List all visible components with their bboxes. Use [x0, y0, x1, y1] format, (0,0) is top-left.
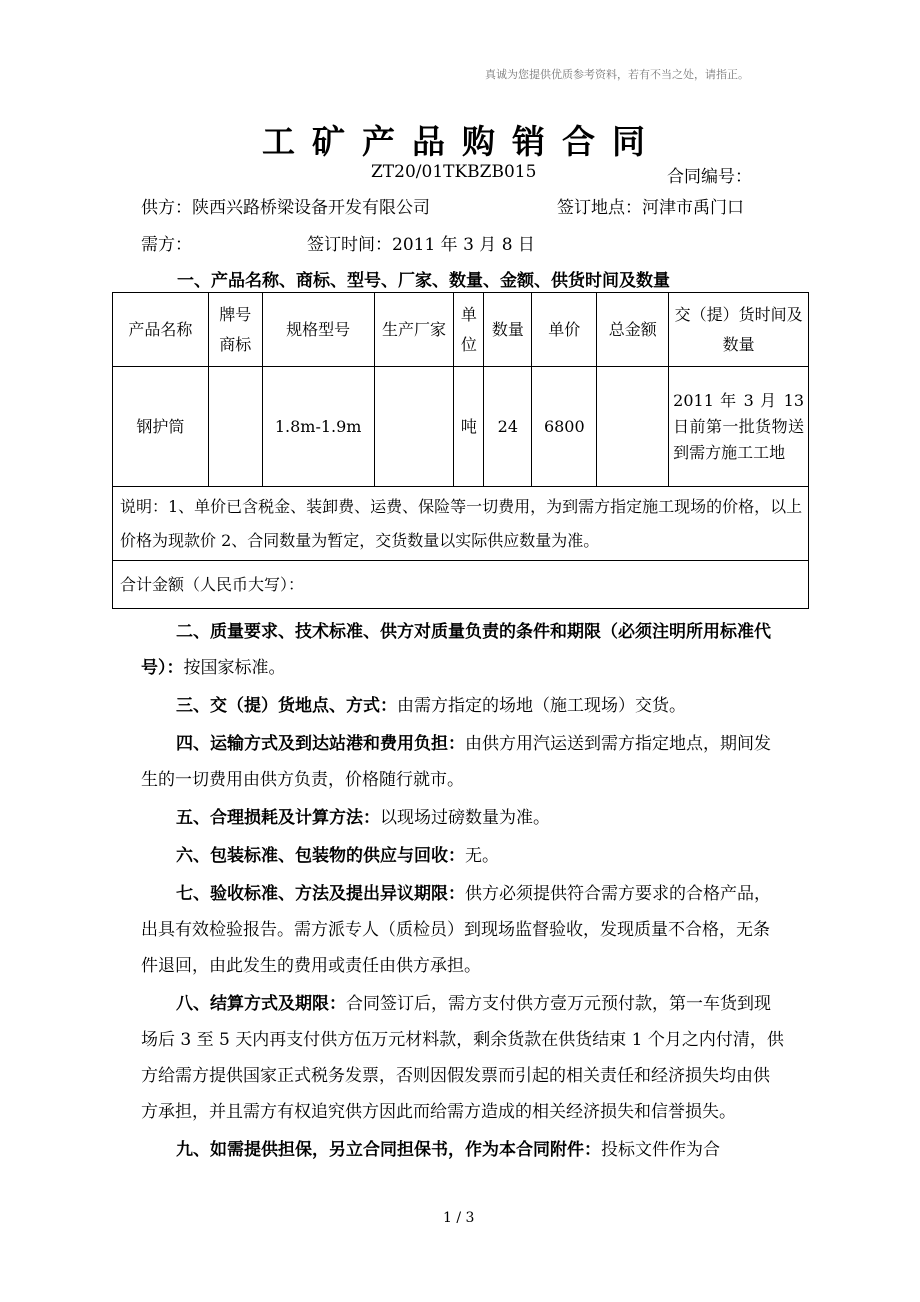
clause-title: 七、验收标准、方法及提出异议期限：: [176, 884, 465, 904]
clause-text: 供方必须提供符合需方要求的合格产品，出具有效检验报告。需方派专人（质检员）到现场监督验收，发现质量不合格，无条件退回，由此发生的费用或责任由供方承担。: [141, 884, 771, 976]
clause-text: 按国家标准。: [183, 658, 286, 678]
clause: [141, 614, 784, 686]
clause-title: 六、包装标准、包装物的供应与回收：: [176, 846, 465, 866]
clause-text: 以现场过磅数量为准。: [380, 808, 550, 828]
header-cell: 牌号商标: [208, 293, 262, 367]
price-cell: 6800: [532, 367, 597, 487]
page-number: 1 / 3: [443, 1210, 475, 1226]
header-note: 真诚为您提供优质参考资料，若有不当之处，请指正。: [485, 68, 749, 81]
quantity-cell: 24: [484, 367, 532, 487]
clause: [141, 688, 784, 724]
clause-title: 五、合理损耗及计算方法：: [176, 808, 380, 828]
total-amount-label: 合计金额（人民币大写）：: [113, 561, 809, 609]
clause-text: 由需方指定的场地（施工现场）交货。: [397, 696, 686, 716]
clause-title: 九、如需提供担保，另立合同担保书，作为本合同附件：: [176, 1140, 601, 1160]
sign-place: 签订地点：河津市禹门口: [557, 198, 744, 218]
spec-cell: 1.8m-1.9m: [262, 367, 374, 487]
clause: [141, 726, 784, 798]
buyer-line: 需方：: [141, 235, 192, 255]
clause-text: 投标文件作为合: [601, 1140, 720, 1160]
contract-no-label: 合同编号：: [667, 167, 752, 187]
clause: [141, 838, 784, 874]
clause-text: 无。: [465, 846, 499, 866]
table-header-row: [113, 293, 809, 367]
clause: [141, 800, 784, 836]
product-name-cell: 钢护筒: [113, 367, 209, 487]
contract-body: [141, 614, 784, 1170]
brand-cell: [208, 367, 262, 487]
table-note: 说明：1、单价已含税金、装卸费、运费、保险等一切费用，为到需方指定施工现场的价格，以上价格为现款价 2、合同数量为暂定，交货数量以实际供应数量为准。: [113, 487, 809, 561]
unit-cell: 吨: [454, 367, 484, 487]
total-row: [113, 561, 809, 609]
clause-title: 三、交（提）货地点、方式：: [176, 696, 397, 716]
product-table: [112, 292, 809, 609]
header-cell: 生产厂家: [374, 293, 454, 367]
section-1-title: 一、产品名称、商标、型号、厂家、数量、金额、供货时间及数量: [177, 271, 670, 291]
document-title: 工矿产品购销合同: [262, 122, 662, 161]
header-cell: 规格型号: [262, 293, 374, 367]
contract-code: ZT20/01TKBZB015: [371, 162, 537, 182]
clause-text: 由供方用汽运送到需方指定地点，期间发生的一切费用由供方负责，价格随行就市。: [141, 734, 771, 790]
total-cell: [597, 367, 669, 487]
header-cell: 数量: [484, 293, 532, 367]
clause-text: 合同签订后，需方支付供方壹万元预付款，第一车货到现场后 3 至 5 天内再支付供方伍万元材料款，剩余货款在供货结束 1 个月之内付清，供方给需方提供国家正式税务发票，否则因假发票而引起的相关责任和经济损失均由供方承担，并且需方有权追究供方因此而给需方造成的相关经济损失和信誉损失。: [141, 994, 784, 1122]
delivery-cell: 2011 年 3 月 13 日前第一批货物送到需方施工工地: [669, 367, 809, 487]
header-cell: 交（提）货时间及数量: [669, 293, 809, 367]
supplier-line: 供方：陕西兴路桥梁设备开发有限公司: [141, 198, 430, 218]
clause-title: 四、运输方式及到达站港和费用负担：: [176, 734, 465, 754]
header-cell: 总金额: [597, 293, 669, 367]
note-row: [113, 487, 809, 561]
header-cell: 产品名称: [113, 293, 209, 367]
sign-time: 签订时间：2011 年 3 月 8 日: [307, 235, 535, 255]
clause: [141, 876, 784, 984]
clause-title: 二、质量要求、技术标准、供方对质量负责的条件和期限（必须注明所用标准代号）：: [141, 622, 771, 678]
clause: [141, 986, 784, 1130]
header-cell: 单价: [532, 293, 597, 367]
table-row: [113, 367, 809, 487]
maker-cell: [374, 367, 454, 487]
header-cell: 单位: [454, 293, 484, 367]
clause-title: 八、结算方式及期限：: [176, 994, 346, 1014]
clause: [141, 1132, 784, 1168]
